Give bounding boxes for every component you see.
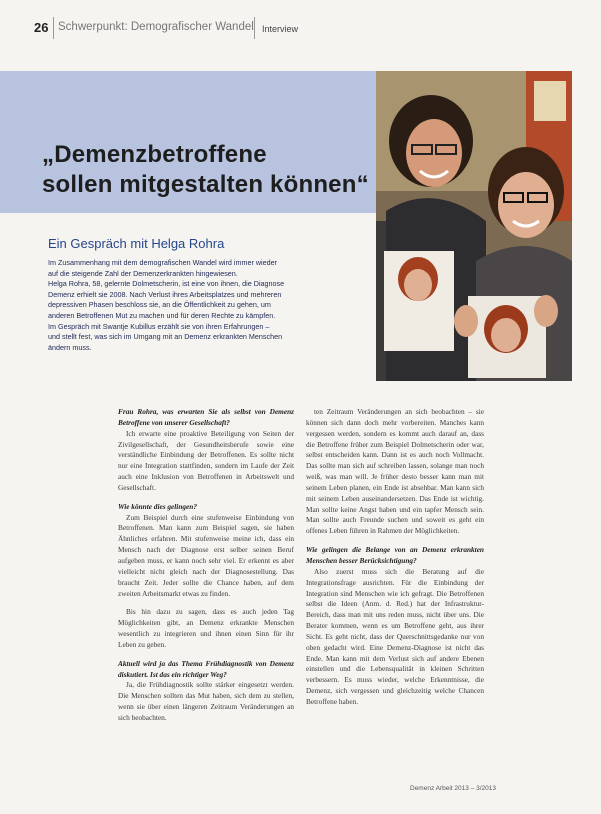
article-title bbox=[42, 140, 369, 200]
intro-line: Im Gespräch mit Swantje Kubillus erzählt sie von ihren Erfahrungen – bbox=[48, 321, 270, 331]
intro-line: und stellt fest, was sich im Umgang mit an Demenz erkrankten Menschen bbox=[48, 332, 283, 342]
interview-answer: Ich erwarte eine proaktive Beteiligung von Seiten der Zivilgesellschaft, der Gesundheitsberufe sowie eine verständliche Einbindung der Betroffenen. Es sollte nicht nur eine Integration stattfinden, sondern im Laufe der Zeit auch eine Inklusion von Betroffenen in Arbeitswelt und Gesellschaft. bbox=[118, 428, 294, 492]
interview-question: Frau Rohra, was erwarten Sie als selbst von Demenz Betroffene von unserer Gesellschaft? bbox=[118, 407, 294, 427]
photo-illustration bbox=[376, 71, 572, 381]
intro-line: anderen Betroffenen Mut zu machen und für deren Rechte zu kämpfen. bbox=[48, 310, 276, 320]
intro-line: depressiven Phasen beschloss sie, an die Öffentlichkeit zu gehen, um bbox=[48, 300, 271, 310]
article-photo bbox=[376, 71, 572, 381]
intro-line: Im Zusammenhang mit dem demografischen Wandel wird immer wieder bbox=[48, 258, 278, 267]
intro-line: ändern muss. bbox=[48, 342, 92, 352]
interview-question: Wie könnte dies gelingen? bbox=[118, 501, 197, 511]
intro-line: Demenz erhielt sie 2008. Nach Verlust ihres Arbeitsplatzes und mehreren bbox=[48, 289, 282, 299]
title-line-2: sollen mitgestalten können“ bbox=[42, 171, 369, 198]
article-column-right bbox=[306, 407, 484, 716]
page-footer: Demenz Arbeit 2013 – 3/2013 bbox=[410, 785, 497, 792]
page-number: 26 bbox=[34, 20, 49, 35]
section-label: Interview bbox=[262, 24, 299, 34]
interview-answer: Zum Beispiel durch eine stufenweise Einbindung von Betroffenen. Man kann zum Beispiel sagen, sie haben Ähnliches erfahren. Mit stufenweise meine ich, dass ein Mensch nach der Diagnose erst selber seinen Beruf aufgeben muss, er kann noch sehr viel. Er erkennt es aber vielleicht nicht gleich nach der Diagnosestellung. Das braucht Zeit. Jeder sollte die Chance haben, auf dem zweiten Arbeitsmarkt etwas zu finden. bbox=[118, 512, 294, 598]
section-title: Schwerpunkt: Demografischer Wandel bbox=[58, 21, 254, 33]
header-divider bbox=[53, 17, 54, 39]
interview-answer: Bis hin dazu zu sagen, dass es auch jeden Tag Möglichkeiten gibt, an Demenz erkrankte Menschen wesentlich zu integrieren und ihnen einen Sinn für ihr Leben zu geben. bbox=[118, 607, 294, 649]
intro-line: Helga Rohra, 58, gelernte Dolmetscherin, ist eine von ihnen, die Diagnose bbox=[48, 279, 285, 289]
header-divider bbox=[254, 17, 255, 39]
page-header bbox=[0, 0, 601, 54]
interview-answer: Ja, die Frühdiagnostik sollte stärker eingesetzt werden. Die Menschen sollten das Mut haben, sich dem zu stellen, wenn sie über einen längeren Zeitraum Veränderungen an sich beobachten. bbox=[118, 680, 294, 722]
interview-question: Wie gelingen die Belange von an Demenz erkrankten Menschen besser Berücksichtigung? bbox=[306, 545, 484, 565]
article-subtitle: Ein Gespräch mit Helga Rohra bbox=[48, 236, 225, 251]
intro-text bbox=[48, 258, 368, 353]
interview-answer: Also zuerst muss sich die Beratung auf die Integrationsfrage ausrichten. Für die Einbindung der Integration sind Menschen wie ich gefragt. Die Betroffenen selbst die Ideen (Anm. d. Red.) hat der Infrastruktur-Bereich, dass man mit uns reden muss, nicht über uns. Die Berater kommen, wenn es um Betroffene geht, aus ihrer Sicht. Es geht nicht, dass der Querschnittsgedanke nur von oben gedacht wird. Eine Demenz-Diagnose ist nicht das Ende. Man kann mit dem Verlust sich auf andere Ebenen einstellen und die Lebensqualität in kleinen Schritten verbessern. Es muss wieder, welche Erkenntnisse, die Demenz, sich vergessen und gleichzeitig welche Chancen Betroffene haben. bbox=[306, 566, 484, 706]
interview-question: Aktuell wird ja das Thema Frühdiagnostik von Demenz diskutiert. Ist das ein richtiger Weg? bbox=[118, 658, 294, 679]
title-line-1: „Demenzbetroffene bbox=[42, 141, 267, 168]
interview-answer: ten Zeitraum Veränderungen an sich beobachten – sie können sich dann doch mehr vorbereiten. Manches kann vergessen werden, sondern es kommt auch darauf an, dass die Betroffene früher zum Beispiel Dolmetscherin oder war, selbst entscheiden kann. Dann ist es auch noch Vollmacht. Das sollte man sich auf schreiben lassen, solange man noch weiß, was man will. Je früher desto besser kann man mit seinem Leben planen, ein Ende ist absehbar. Man kann sich mit seinem Leben auseinandersetzen. Das Ende ist wichtig. Man sollte keine Angst haben und ein tapfer Mensch sein. Man sollte auch Freunde suchen und soweit es geht ein offenes Leben führen in Rahmen der Möglichkeiten. bbox=[306, 407, 484, 536]
article-column-left bbox=[118, 407, 294, 732]
intro-line: auf die steigende Zahl der Demenzerkrankten hingewiesen. bbox=[48, 268, 238, 278]
